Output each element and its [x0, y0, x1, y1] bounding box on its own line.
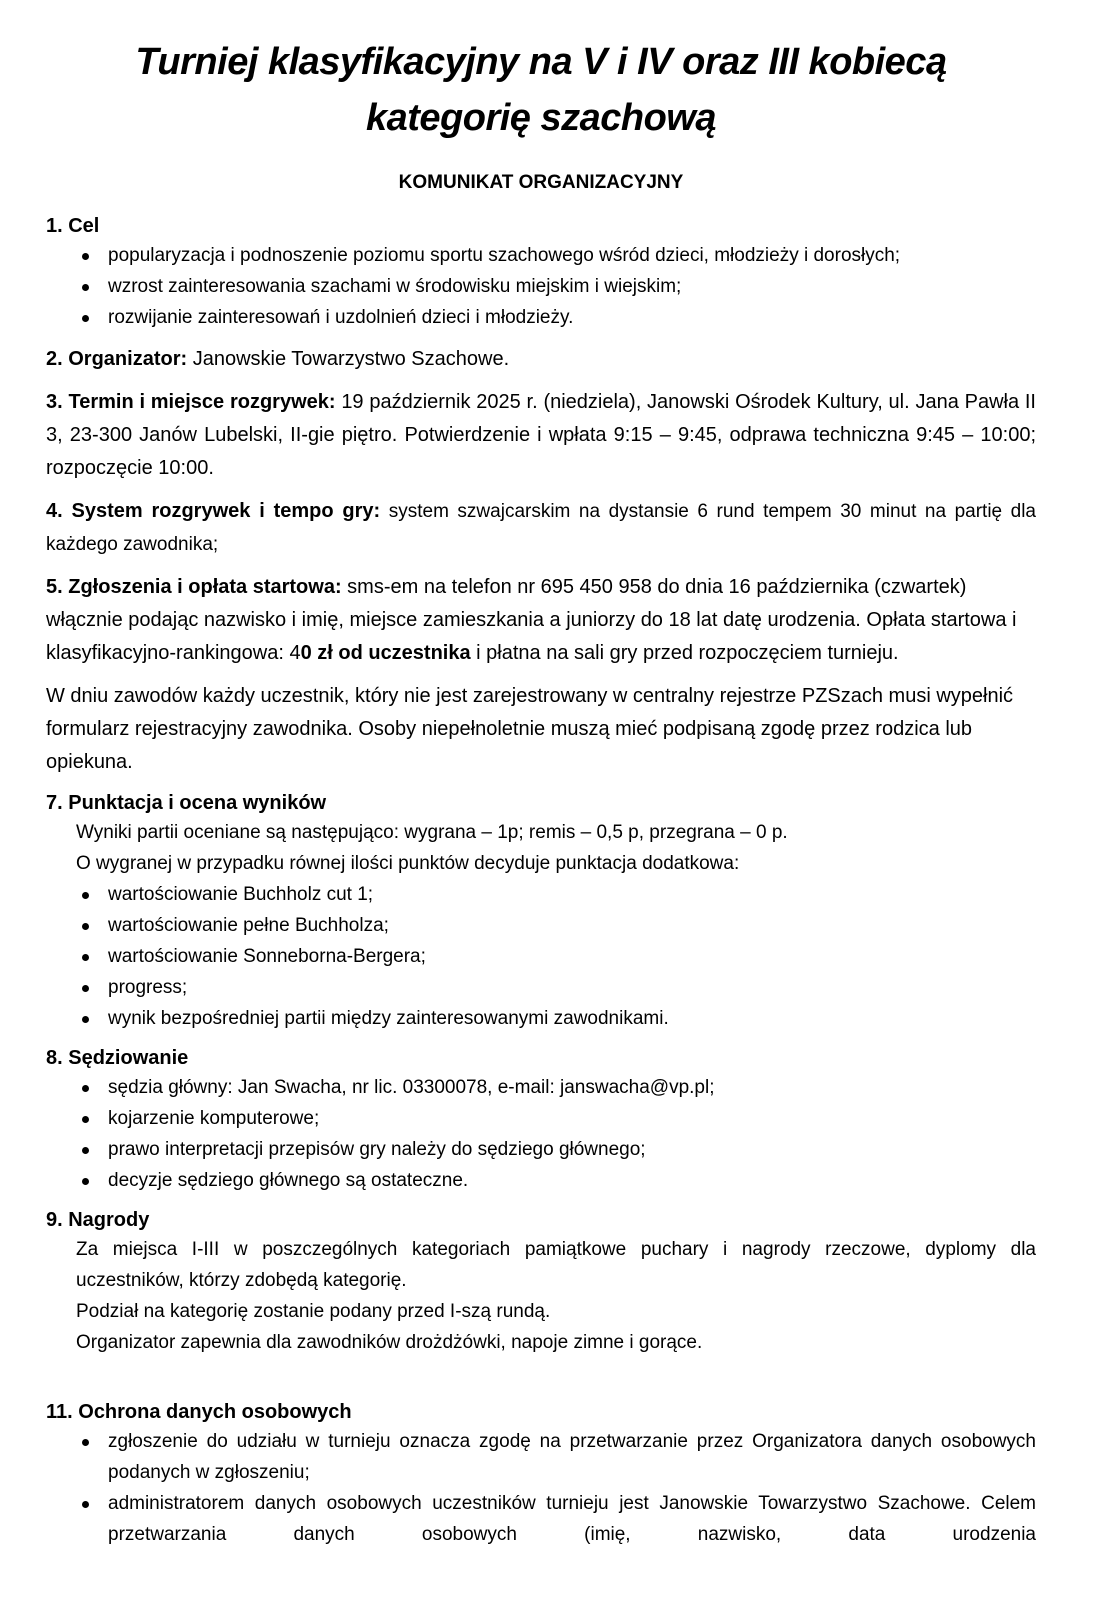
title-line-2: kategorię szachową: [365, 97, 717, 139]
section-text: 19 październik 2025 r. (niedziela), Janowski Ośrodek Kultury, ul. Jana Pawła II 3, 23-300 Janów Lubelski, II-gie piętro. Potwierdzenie i wpłata 9:15 – 9:45, odprawa techniczna 9:45 – 10:00; rozpoczęcie 10:00.: [46, 391, 1036, 479]
list-item: popularyzacja i podnoszenie poziomu sportu szachowego wśród dzieci, młodzieży i dorosłych;: [82, 240, 1036, 271]
list-item: wzrost zainteresowania szachami w środowisku miejskim i wiejskim;: [82, 271, 1036, 302]
section-heading: 11. Ochrona danych osobowych: [46, 1401, 352, 1423]
scoring-rule: Wyniki partii oceniane są następująco: wygrana – 1p; remis – 0,5 p, przegrana – 0 p.: [76, 822, 788, 843]
list-item: prawo interpretacji przepisów gry należy do sędziego głównego;: [82, 1134, 1036, 1165]
list-item: rozwijanie zainteresowań i uzdolnień dzieci i młodzieży.: [82, 302, 1036, 333]
document-page: [46, 0, 1036, 1550]
bullet-list: [46, 1072, 1036, 1196]
section-heading: 9. Nagrody: [46, 1209, 150, 1231]
section-label: 5. Zgłoszenia i opłata startowa:: [46, 576, 342, 598]
section-heading: 8. Sędziowanie: [46, 1047, 189, 1069]
section-label: 2. Organizator:: [46, 348, 188, 370]
list-item: decyzje sędziego głównego są ostateczne.: [82, 1165, 1036, 1196]
fee-amount: 0 zł od uczestnika: [300, 642, 471, 664]
bullet-list: [46, 879, 1036, 1034]
section-text: sms-em na telefon nr 695 450 958 do dnia 16 października (czwartek) włącznie podając nazwisko i imię, miejsce zamieszkania a juniorzy do 18 lat datę urodzenia. Opłata startowa i klasyfikacyjno-rankingowa: 4: [46, 576, 1017, 664]
list-item: wartościowanie pełne Buchholza;: [82, 910, 1036, 941]
categories-note: Podział na kategorię zostanie podany przed I-szą rundą.: [76, 1301, 551, 1322]
section-termin: [46, 386, 1036, 485]
tiebreak-intro: O wygranej w przypadku równej ilości punktów decyduje punktacja dodatkowa:: [76, 853, 740, 874]
section-zgloszenia: [46, 571, 1036, 779]
list-item: sędzia główny: Jan Swacha, nr lic. 03300078, e-mail: janswacha@vp.pl;: [82, 1072, 1036, 1103]
registration-note: W dniu zawodów każdy uczestnik, który nie jest zarejestrowany w centralny rejestrze PZSzach musi wypełnić formularz rejestracyjny zawodnika. Osoby niepełnoletnie muszą mieć podpisaną zgodę przez rodzica lub opiekuna.: [46, 685, 1014, 773]
section-heading: 1. Cel: [46, 215, 100, 237]
section-heading: 7. Punktacja i ocena wyników: [46, 792, 327, 814]
list-item: zgłoszenie do udziału w turnieju oznacza zgodę na przetwarzanie przez Organizatora danych osobowych podanych w zgłoszeniu;: [82, 1426, 1036, 1488]
list-item: kojarzenie komputerowe;: [82, 1103, 1036, 1134]
section-punktacja: [46, 789, 1036, 1034]
prizes-text: Za miejsca I-III w poszczególnych kategoriach pamiątkowe puchary i nagrody rzeczowe, dyplomy dla uczestników, którzy zdobędą kategorię.: [76, 1239, 1036, 1291]
section-ochrona-danych: [46, 1398, 1036, 1550]
section-label: 3. Termin i miejsce rozgrywek:: [46, 391, 336, 413]
section-system: [46, 495, 1036, 561]
list-item: administratorem danych osobowych uczestników turnieju jest Janowskie Towarzystwo Szachowe. Celem przetwarzania danych osobowych (imię, nazwisko, data urodzenia: [82, 1488, 1036, 1550]
list-item: wynik bezpośredniej partii między zainteresowanymi zawodnikami.: [82, 1003, 1036, 1034]
document-subtitle: KOMUNIKAT ORGANIZACYJNY: [398, 172, 684, 193]
section-cel: [46, 212, 1036, 333]
section-nagrody: [46, 1206, 1036, 1358]
section-text: i płatna na sali gry przed rozpoczęciem turnieju.: [470, 642, 899, 664]
section-text: system szwajcarskim na dystansie 6 rund tempem 30 minut na partię dla każdego zawodnika;: [46, 501, 1036, 555]
document-title: [46, 34, 1036, 146]
list-item: wartościowanie Buchholz cut 1;: [82, 879, 1036, 910]
section-organizator: [46, 343, 1036, 376]
list-item: progress;: [82, 972, 1036, 1003]
bullet-list: [46, 240, 1036, 333]
list-item: wartościowanie Sonneborna-Bergera;: [82, 941, 1036, 972]
refreshments-note: Organizator zapewnia dla zawodników drożdżówki, napoje zimne i gorące.: [76, 1332, 703, 1353]
section-label: 4. System rozgrywek i tempo gry:: [46, 500, 381, 522]
section-sedziowanie: [46, 1044, 1036, 1196]
section-text: Janowskie Towarzystwo Szachowe.: [187, 348, 510, 370]
bullet-list: [46, 1426, 1036, 1550]
title-line-1: Turniej klasyfikacyjny na V i IV oraz III kobiecą: [135, 41, 947, 83]
